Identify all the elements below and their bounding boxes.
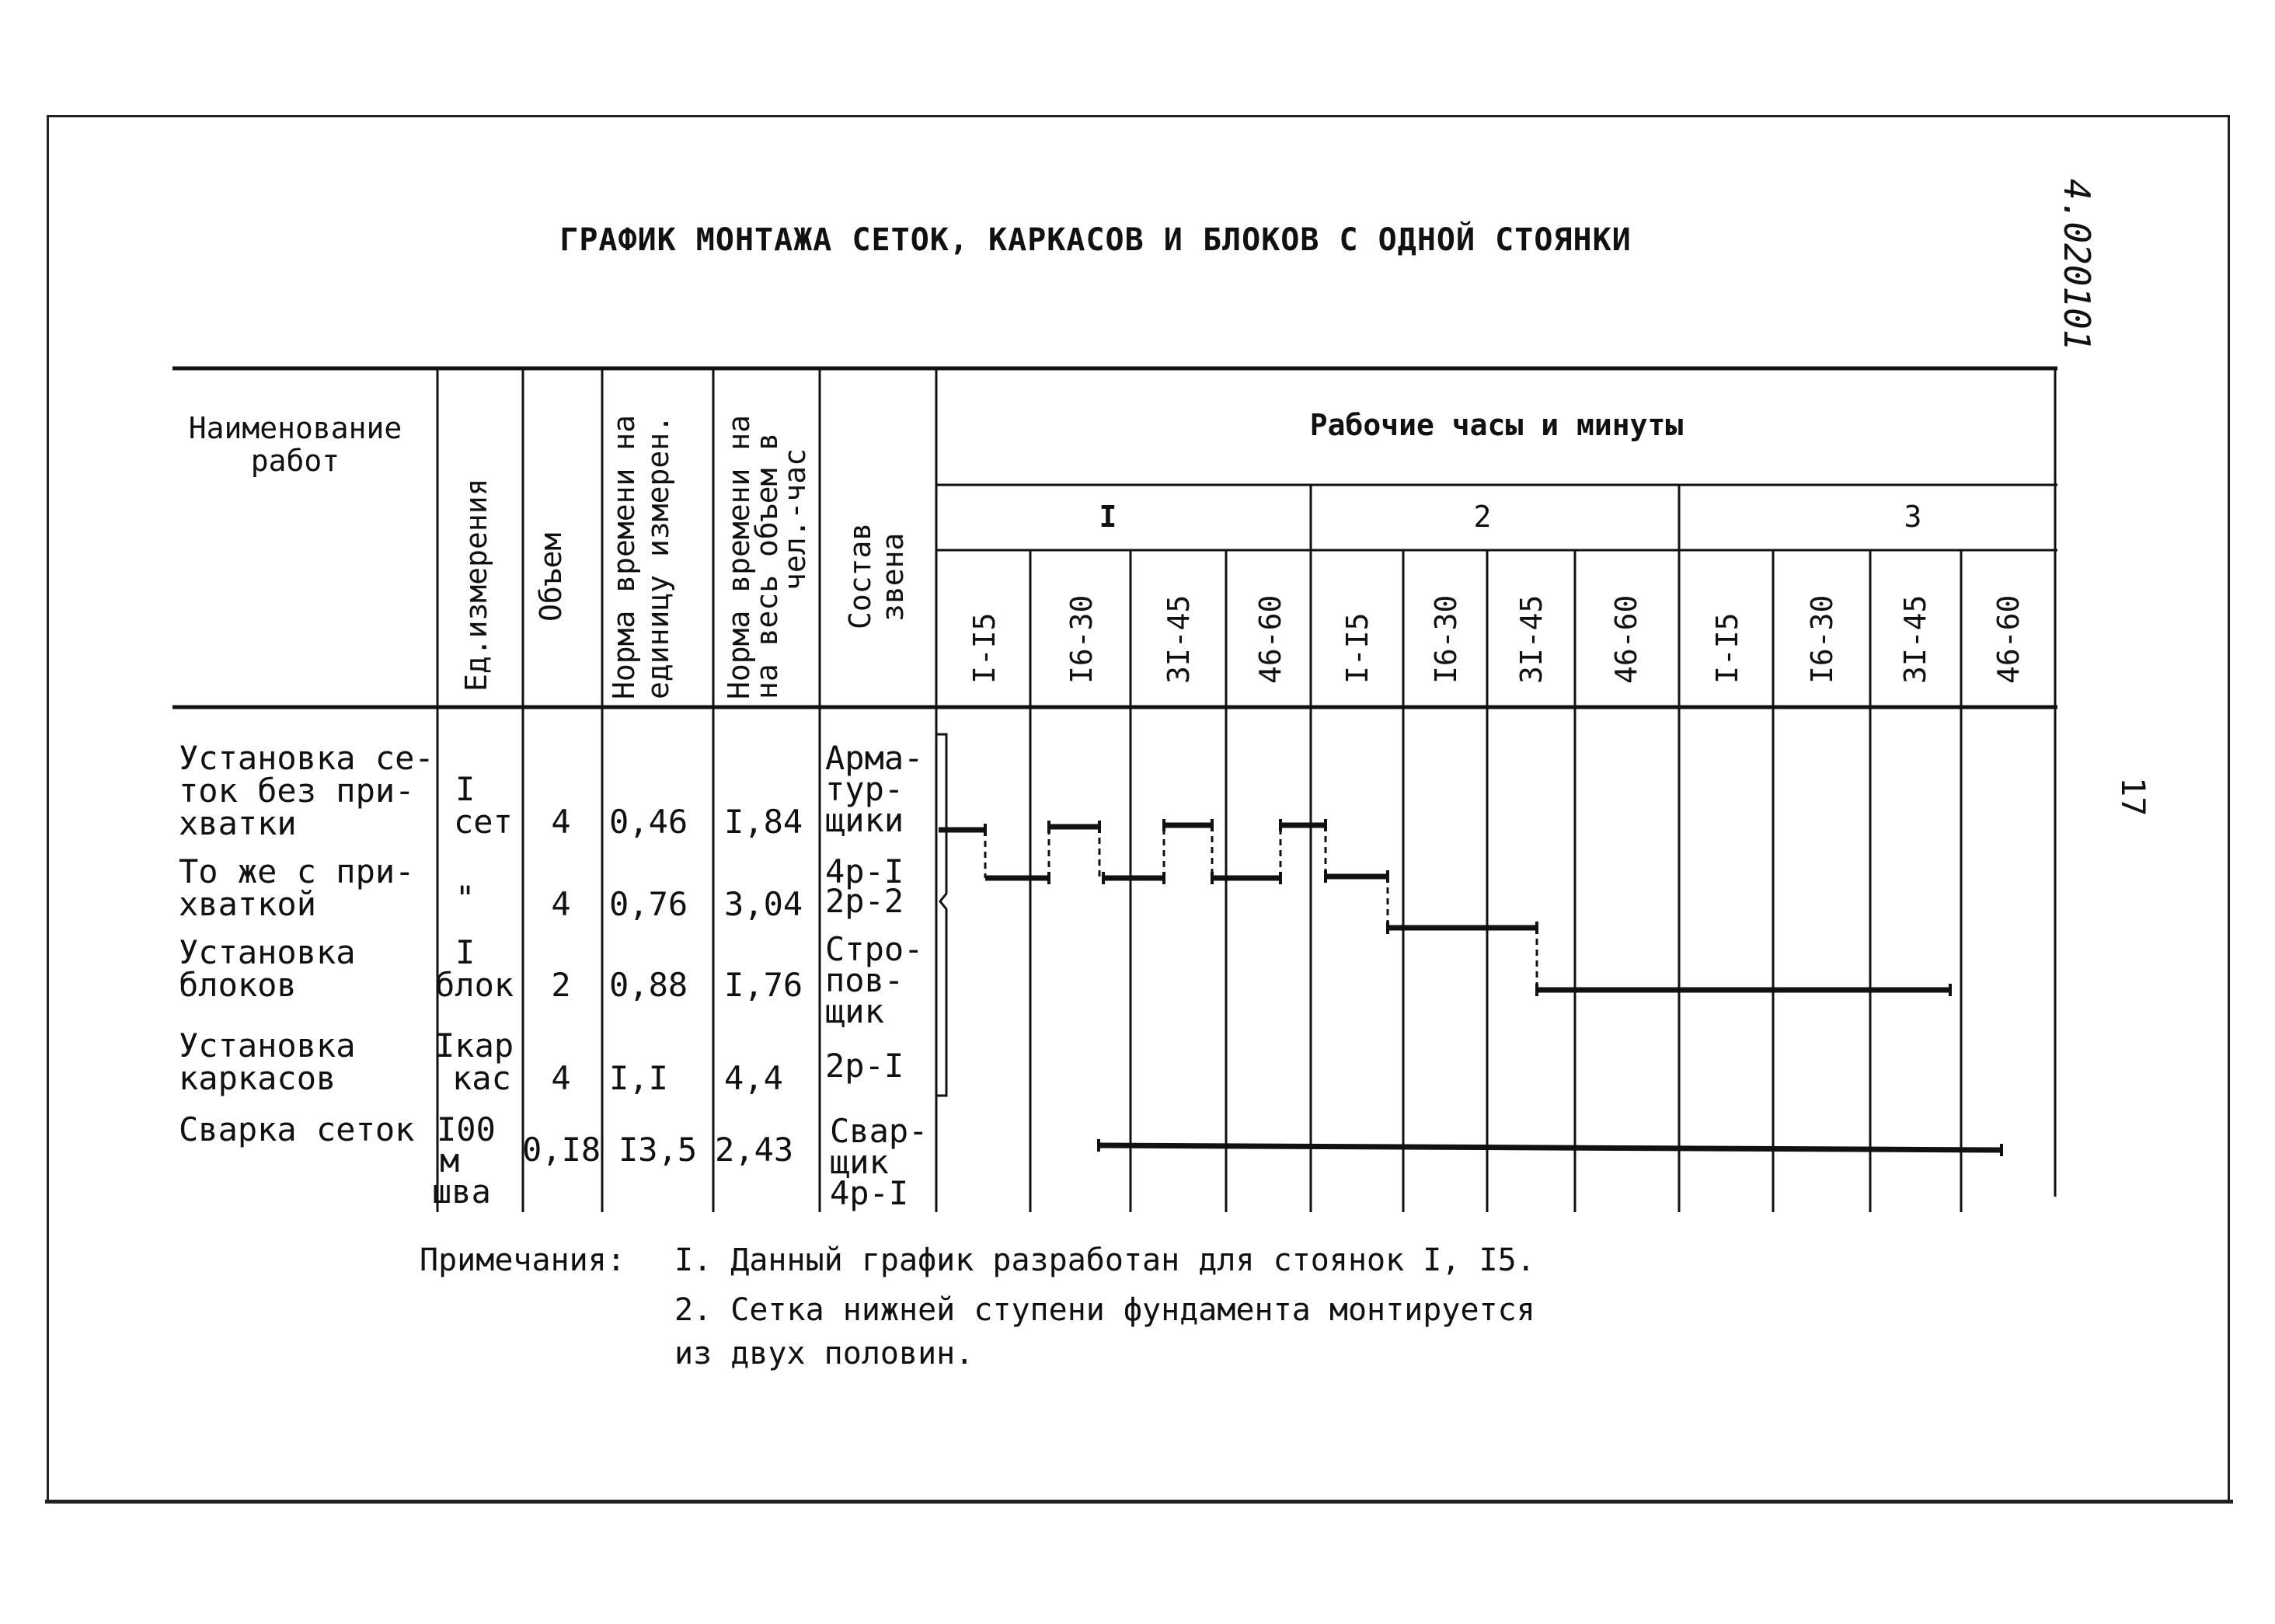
header-volume: Объем [534,532,568,622]
header-minutes-2-4: 46-60 [1609,594,1643,684]
header-minutes-2-2: I6-30 [1429,594,1463,684]
row4-name-line2: каркасов [179,1059,336,1097]
document-title: ГРАФИК МОНТАЖА СЕТОК, КАРКАСОВ И БЛОКОВ С ОДНОЙ СТОЯНКИ [559,222,1632,258]
crew3-line2: пов- [825,961,904,999]
row2-name-line2: хваткой [179,885,317,923]
row5-norm-total: 2,43 [715,1131,794,1169]
crew3-line1: Стро- [825,930,924,968]
row5-volume: 0,I8 [522,1131,601,1169]
row1-norm-total: I,84 [724,803,803,841]
crew1-line3: щики [825,801,904,839]
row2-norm-total: 3,04 [724,885,803,923]
row1-unit-line1: I [455,770,476,808]
row5-unit-line1: I00 [437,1110,496,1148]
gantt-bar-row5 [1099,1145,2002,1150]
row4-name-line1: Установка [179,1026,356,1065]
page-number: 17 [2114,777,2152,817]
row2-unit: " [455,879,476,917]
row1-norm-unit: 0,46 [609,803,688,841]
header-hour-1: I [1099,500,1117,534]
header-minutes-1-1: I-I5 [967,612,1002,684]
crew2-line2: 2р-2 [825,882,904,920]
crew3-line3: щик [825,992,884,1030]
note-1: I. Данный график разработан для стоянок I, I5. [674,1242,1535,1278]
header-norm-total-line1: Норма времени на [722,414,756,699]
header-norm-unit-line2: единицу измерен. [641,414,675,699]
row5-unit-line2: м [440,1141,460,1180]
header-minutes-3-2: I6-30 [1805,594,1839,684]
notes-label: Примечания: [420,1242,625,1278]
row5-norm-unit: I3,5 [618,1131,698,1169]
row1-name-line3: хватки [179,804,297,842]
row1-unit-line2: сет [454,803,513,841]
header-hour-3: 3 [1904,500,1922,534]
header-minutes-3-4: 46-60 [1991,594,2026,684]
row3-unit-line2: блок [435,966,514,1004]
header-crew-line2: звена [876,532,910,622]
row5-unit-line3: шва [432,1173,491,1211]
header-hours-title: Рабочие часы и минуты [1309,408,1684,442]
row3-name-line2: блоков [179,966,297,1004]
row1-volume: 4 [551,803,571,841]
header-norm-total-line3: чел.-час [778,448,812,591]
note-2: 2. Сетка нижней ступени фундамента монтируется из двух половин. [674,1292,1535,1371]
row4-volume: 4 [551,1059,571,1097]
header-minutes-3-1: I-I5 [1710,612,1744,684]
header-work-name-line1: Наименование [188,411,402,445]
row3-norm-total: I,76 [724,966,803,1004]
crew1-line1: Арма- [825,739,924,777]
row3-unit-line1: I [455,933,476,971]
row2-volume: 4 [551,885,571,923]
header-minutes-1-2: I6-30 [1064,594,1099,684]
row1-name-line1: Установка се- [179,739,434,777]
row4-norm-unit: I,I [609,1059,668,1097]
crew5-line1: Свар- [830,1112,928,1150]
header-norm-unit-line1: Норма времени на [607,414,641,699]
gantt-bars [939,819,2002,1156]
header-minutes-2-3: 3I-45 [1514,594,1549,684]
crew5-line3: 4р-I [830,1174,909,1212]
row2-name-line1: То же с при- [179,852,415,890]
header-crew-line1: Состав [843,522,877,629]
header-norm-total-line2: на весь объем в [750,432,784,699]
row3-name-line1: Установка [179,933,356,971]
crew2-line1: 4р-I [825,852,904,890]
row1-name-line2: ток без при- [179,772,415,810]
crew1-line2: тур- [825,770,904,808]
row3-norm-unit: 0,88 [609,966,688,1004]
header-unit: Ед.измерения [459,478,493,692]
header-minutes-2-1: I-I5 [1340,612,1374,684]
crew5-line2: щик [830,1143,889,1181]
header-minutes-1-4: 46-60 [1253,594,1287,684]
row4-norm-total: 4,4 [724,1059,783,1097]
row4-unit-line2: кас [452,1059,511,1097]
header-work-name-line2: работ [250,444,340,478]
header-hour-2: 2 [1473,500,1492,534]
row3-volume: 2 [551,966,571,1004]
document-code: 4.020101 [2056,179,2098,351]
row5-name: Сварка сеток [179,1110,415,1148]
row2-norm-unit: 0,76 [609,885,688,923]
header-minutes-1-3: 3I-45 [1162,594,1196,684]
row4-unit-line1: Iкар [435,1026,514,1065]
header-minutes-3-3: 3I-45 [1898,594,1932,684]
crew4: 2р-I [825,1047,904,1085]
